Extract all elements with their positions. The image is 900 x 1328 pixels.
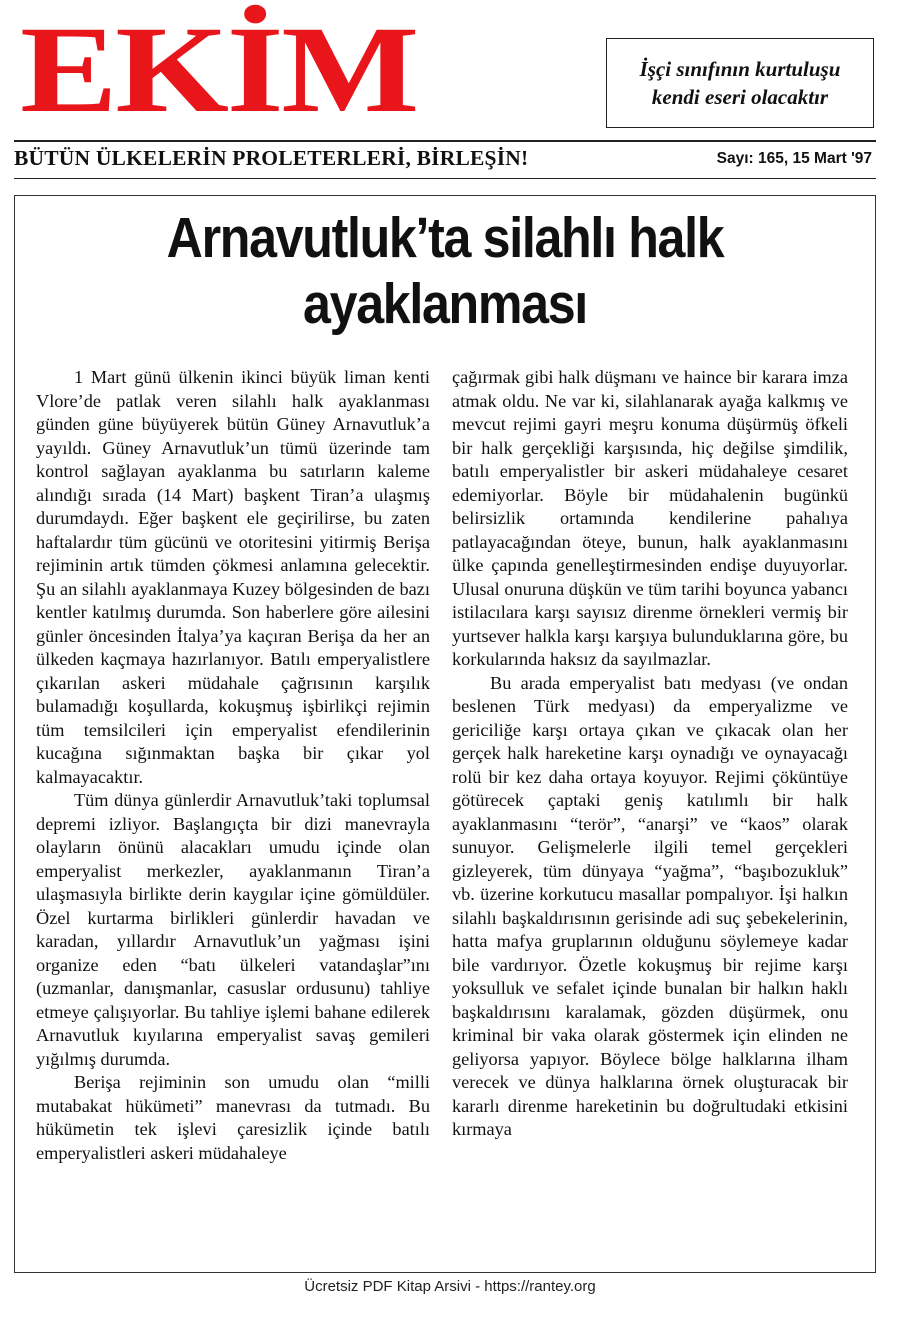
headline-line-2: ayaklanması [303, 272, 587, 336]
article-column-left [36, 366, 430, 1165]
masthead-rule-top [14, 140, 876, 142]
motto-line-2: kendi eseri olacaktır [651, 85, 829, 109]
article-column-right [452, 366, 848, 1142]
motto-line-1: İşçi sınıfının kurtuluşu [639, 56, 841, 81]
paragraph: Bu arada emperyalist batı medyası (ve ondan beslenen Türk medyası) da emperyalizme ve gericiliğe karşı ortaya çıkan ve çıkacak olan her gerçek halk hareketine karşı oynadığı ve oynayacağı rolü bir kez daha ortaya koyuyor. Rejimi çöküntüye götürecek çaptaki geniş katılımlı bir halk ayaklanmasını “terör”, “anarşi” ve “kaos” olarak sunuyor. Gelişmelerle ilgili temel gerçekleri gizleyerek, tüm dünyaya “yağma”, “başıbozukluk” vb. üzerine korkutucu masallar pompalıyor. İşi halkın silahlı başkaldırısının gerisinde adi suç şebekelerinin, hatta mafya gruplarının olduğunu söylemeye kadar bile vardırıyor. Özetle kokuşmuş bir rejime karşı yoksulluk ve sefalet içinde bunalan bir halkın haklı başkaldırısını karalamak, gözden düşürmek, onu kriminal bir vaka olarak göstermek için elinden ne geliyorsa yapıyor. Böylece bölge halklarına ilham verecek ve dünya halklarına örnek oluşturacak bir kararlı direnme hareketinin bu doğrultudaki etkisini kırmaya [452, 672, 848, 1139]
headline-line-1: Arnavutluk’ta silahlı halk [166, 206, 724, 270]
masthead [20, 1, 440, 138]
ekim-logo: EKİM [20, 1, 418, 138]
slogan: BÜTÜN ÜLKELERİN PROLETERLERİ, BİRLEŞİN! [14, 146, 529, 170]
footer-watermark: Ücretsiz PDF Kitap Arsivi - https://rantey.org [304, 1278, 596, 1295]
paragraph: Berişa rejiminin son umudu olan “milli mutabakat hükümeti” manevrası da tutmadı. Bu hükümetin tek işlevi çaresizlik içinde batılı emperyalistleri askeri müdahaleye [36, 1072, 430, 1163]
paragraph: Tüm dünya günlerdir Arnavutluk’taki toplumsal depremi izliyor. Başlangıçta bir dizi manevrayla olayların önünü alacakları umudu içinde olan emperyalist merkezler, ayaklanmanın Tiran’a ulaşmasıyla birlikte derin kaygılar içine gömüldüler. Özel kurtarma birlikleri günlerdir havadan ve karadan, yıllardır Arnavutluk’un yağması işini organize eden “batı ülkeleri vatandaşlar”ını (uzmanlar, danışmanlar, casuslar ordusunu) tahliye etmeye çalışıyorlar. Bu tahliye işlemi bahane edilerek Arnavutluk kıyılarına emperyalist savaş gemileri yığılmış durumda. [36, 790, 430, 1069]
paragraph: çağırmak gibi halk düşmanı ve haince bir karara imza atmak oldu. Ne var ki, silahlanarak ayağa kalkmış ve mevcut rejimi gayri meşru konuma düşürmüş öfkeli bir halk gerçekliği karşısında, hiç değilse şimdilik, batılı emperyalistler bir askeri müdahaleye cesaret edemiyorlar. Böyle bir müdahalenin bugünkü belirsizlik ortamında kendilerine pahalıya patlayacağından öteye, bunun, halk ayaklanmasını ülke çapında genelleştirmesinden endişe duyuyorlar. Ulusal onuruna düşkün ve tüm tarihi boyunca yabancı istilacılara karşı sayısız direnme örnekleri vermiş bir yurtsever halkla karşı karşıya bulunduklarına göre, bu korkularında haksız da sayılmazlar. [452, 367, 848, 669]
article-headline [71, 205, 819, 337]
paragraph: 1 Mart günü ülkenin ikinci büyük liman kenti Vlore’de patlak veren silahlı halk ayaklanması günden güne büyüyerek bütün Güney Arnavutluk’a yayıldı. Güney Arnavutluk’un tümü üzerinde tam kontrol sağlayan ayaklanma bu satırların kaleme alındığı sırada (14 Mart) başkent Tiran’a ulaşmış durumdaydı. Eğer başkent ele geçirilirse, bu zaten haftalardır tüm gücünü ve otoritesini yitirmiş Berişa rejiminin artık tümden çökmesi anlamına gelecektir. Şu an silahlı ayaklanmaya Kuzey bölgesinden de bazı kentler katılmış durumda. Son haberlere göre ailesini günler öncesinden İtalya’ya kaçıran Berişa da her an ülkeden kaçmaya hazırlanıyor. Batılı emperyalistlere çıkarılan askeri müdahale çağrısının karşılık bulamadığı koşullarda, kokuşmuş işbirlikçi rejimin tüm temsilcileri için emperyalist efendilerinin kucağına sığınmaktan başka bir çıkar yol kalmayacaktır. [36, 367, 430, 787]
masthead-rule-bottom [14, 178, 876, 179]
issue-number: Sayı: 165, 15 Mart '97 [716, 150, 872, 167]
motto-box [606, 38, 874, 128]
